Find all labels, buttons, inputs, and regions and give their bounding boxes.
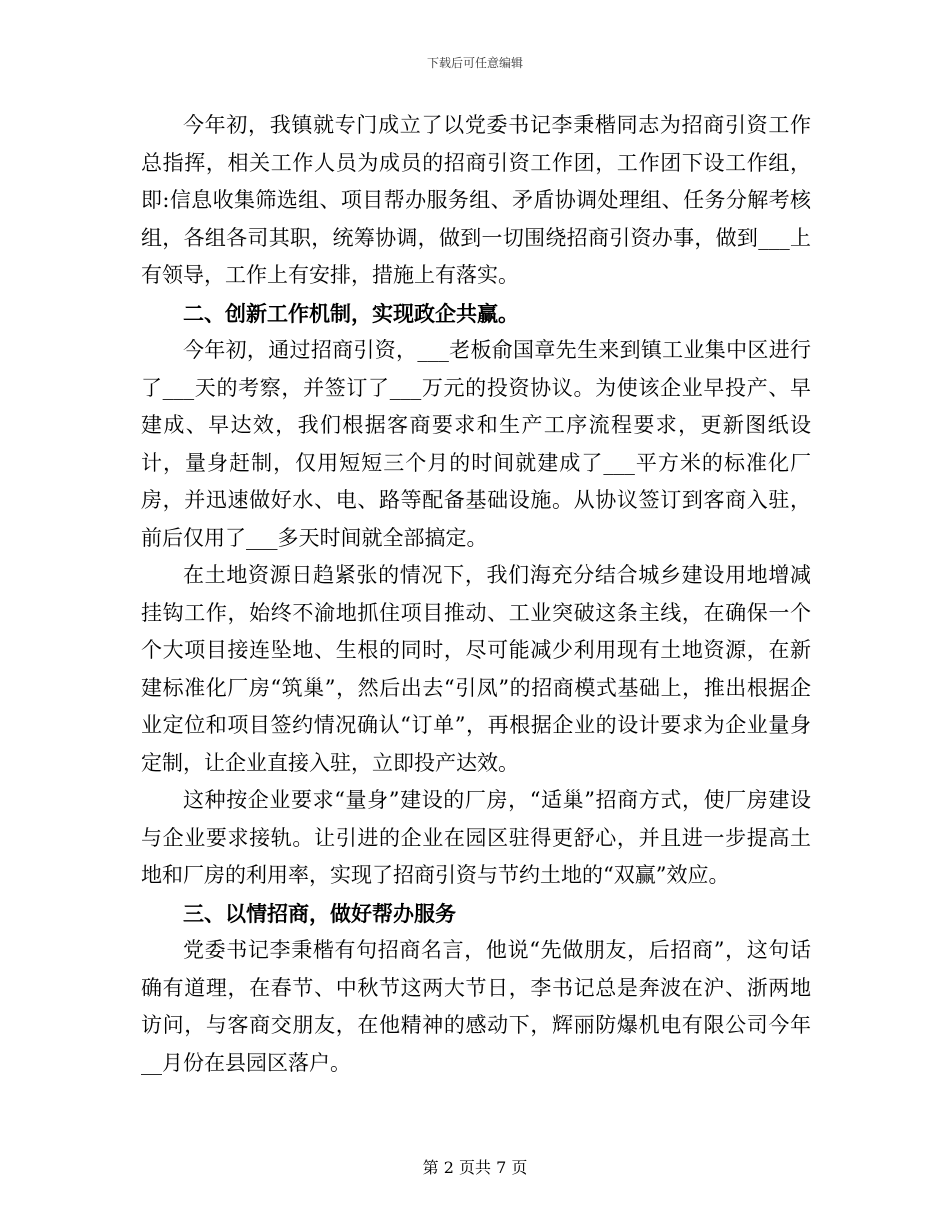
paragraph-investment-case: 今年初，通过招商引资，___老板俞国章先生来到镇工业集中区进行了___天的考察，并签订了___万元的投资协议。为使该企业早投产、早建成、早达效，我们根据客商要求和生产工序流程要求，更新图纸设计，量身赶制，仅用短短三个月的时间就建成了___平方米的标准化厂房，并迅速做好水、电、路等配备基础设施。从协议签订到客商入驻，前后仅用了___多天时间就全部搞定。 <box>141 338 811 550</box>
paragraph-friendship-investment: 党委书记李秉楷有句招商名言，他说“先做朋友，后招商”，这句话确有道理，在春节、中秋节这两大节日，李书记总是奔波在沪、浙两地访问，与客商交朋友，在他精神的感动下，辉丽防爆机电有限公司今年__月份在县园区落户。 <box>141 938 811 1075</box>
page-header: 下载后可任意编辑 <box>426 56 523 70</box>
paragraph-custom-factory: 这种按企业要求“量身”建设的厂房，“适巢”招商方式，使厂房建设与企业要求接轨。让引进的企业在园区驻得更舒心，并且进一步提高土地和厂房的利用率，实现了招商引资与节约土地的“双赢”效应。 <box>141 788 811 887</box>
section-heading-3: 三、以情招商，做好帮办服务 <box>183 900 456 926</box>
paragraph-work-team: 今年初，我镇就专门成立了以党委书记李秉楷同志为招商引资工作总指挥，相关工作人员为成员的招商引资工作团，工作团下设工作组，即:信息收集筛选组、项目帮办服务组、矛盾协调处理组、任务分解考核组，各组各司其职，统筹协调，做到一切围绕招商引资办事，做到___上有领导，工作上有安排，措施上有落实。 <box>141 113 811 287</box>
document-body <box>141 107 811 1082</box>
paragraph-land-resources: 在土地资源日趋紧张的情况下，我们海充分结合城乡建设用地增减挂钩工作，始终不渝地抓住项目推动、工业突破这条主线，在确保一个个大项目接连坠地、生根的同时，尽可能减少利用现有土地资源，在新建标准化厂房“筑巢”，然后出去“引凤”的招商模式基础上，推出根据企业定位和项目签约情况确认“订单”，再根据企业的设计要求为企业量身定制，让企业直接入驻，立即投产达效。 <box>141 563 811 775</box>
page-number: 第 2 页共 7 页 <box>422 1158 528 1177</box>
section-heading-2: 二、创新工作机制，实现政企共赢。 <box>183 300 519 326</box>
